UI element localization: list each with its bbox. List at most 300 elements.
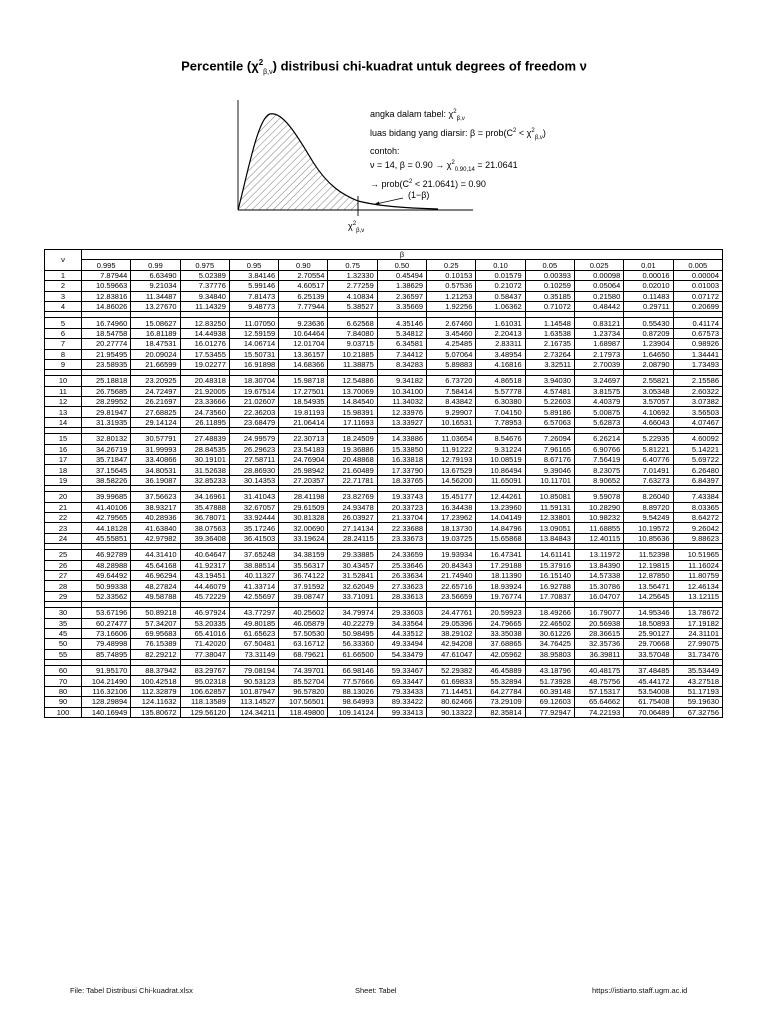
legend-line-4-sub: 0.90,14 <box>454 166 475 173</box>
value-cell: 40.11327 <box>229 570 278 580</box>
value-cell: 13.33927 <box>377 417 426 427</box>
value-cell: 39.08747 <box>279 591 328 601</box>
nu-cell: 100 <box>45 707 82 717</box>
value-cell: 21.74940 <box>427 570 476 580</box>
value-cell: 7.34412 <box>377 349 426 359</box>
value-cell: 0.87209 <box>624 328 673 338</box>
nu-cell: 29 <box>45 591 82 601</box>
value-cell: 10.16531 <box>427 417 476 427</box>
value-cell: 14.06714 <box>229 339 278 349</box>
value-cell: 6.57063 <box>525 417 574 427</box>
value-cell: 28.84535 <box>180 444 229 454</box>
value-cell: 18.11390 <box>476 570 525 580</box>
value-cell: 82.35814 <box>476 707 525 717</box>
value-cell: 21.06414 <box>279 417 328 427</box>
value-cell: 30.43457 <box>328 560 377 570</box>
legend-line-2-sup1: 2 <box>513 128 517 135</box>
value-cell: 43.18796 <box>525 666 574 676</box>
value-cell: 135.80672 <box>131 707 180 717</box>
value-cell: 91.95170 <box>82 666 131 676</box>
value-cell: 20.48868 <box>328 455 377 465</box>
value-cell: 27.99075 <box>673 639 722 649</box>
value-cell: 1.23904 <box>624 339 673 349</box>
value-cell: 118.13589 <box>180 697 229 707</box>
value-cell: 12.59159 <box>229 328 278 338</box>
value-cell: 129.56120 <box>180 707 229 717</box>
value-cell: 11.68855 <box>574 523 623 533</box>
value-cell: 30.61226 <box>525 628 574 638</box>
value-cell: 0.11483 <box>624 291 673 301</box>
value-cell: 106.62857 <box>180 686 229 696</box>
value-cell: 10.28290 <box>574 502 623 512</box>
value-cell: 30.57791 <box>131 434 180 444</box>
value-cell: 10.59663 <box>82 281 131 291</box>
value-cell: 4.10834 <box>328 291 377 301</box>
value-cell: 27.14134 <box>328 523 377 533</box>
value-cell: 26.03927 <box>328 512 377 522</box>
value-cell: 39.99685 <box>82 492 131 502</box>
value-cell: 27.48839 <box>180 434 229 444</box>
value-cell: 38.93217 <box>131 502 180 512</box>
value-cell: 4.10692 <box>624 407 673 417</box>
value-cell: 88.13026 <box>328 686 377 696</box>
nu-cell: 21 <box>45 502 82 512</box>
value-cell: 34.38159 <box>279 550 328 560</box>
value-cell: 6.26214 <box>574 434 623 444</box>
value-cell: 52.29382 <box>427 666 476 676</box>
value-cell: 48.75756 <box>574 676 623 686</box>
value-cell: 26.21697 <box>131 397 180 407</box>
nu-cell: 22 <box>45 512 82 522</box>
value-cell: 23.33673 <box>377 533 426 543</box>
value-cell: 18.54758 <box>82 328 131 338</box>
value-cell: 39.36408 <box>180 533 229 543</box>
value-cell: 9.21034 <box>131 281 180 291</box>
value-cell: 46.96294 <box>131 570 180 580</box>
value-cell: 0.98926 <box>673 339 722 349</box>
value-cell: 40.64647 <box>180 550 229 560</box>
value-cell: 23.33666 <box>180 397 229 407</box>
value-cell: 0.02010 <box>624 281 673 291</box>
value-cell: 3.45460 <box>427 328 476 338</box>
value-cell: 0.01003 <box>673 281 722 291</box>
value-cell: 55.32894 <box>476 676 525 686</box>
value-cell: 2.55821 <box>624 376 673 386</box>
value-cell: 29.05396 <box>427 618 476 628</box>
table-row <box>45 676 723 686</box>
value-cell: 118.49800 <box>279 707 328 717</box>
value-cell: 59.19630 <box>673 697 722 707</box>
nu-cell: 10 <box>45 376 82 386</box>
value-cell: 65.64662 <box>574 697 623 707</box>
value-cell: 7.58414 <box>427 386 476 396</box>
value-cell: 95.02318 <box>180 676 229 686</box>
value-cell: 14.84796 <box>476 523 525 533</box>
value-cell: 37.56623 <box>131 492 180 502</box>
value-cell: 0.00016 <box>624 270 673 280</box>
legend-line-2-sub: β,ν <box>534 135 543 142</box>
value-cell: 80.62466 <box>427 697 476 707</box>
value-cell: 15.98718 <box>279 376 328 386</box>
value-cell: 3.94030 <box>525 376 574 386</box>
nu-cell: 45 <box>45 628 82 638</box>
value-cell: 6.63490 <box>131 270 180 280</box>
value-cell: 7.26094 <box>525 434 574 444</box>
value-cell: 9.26042 <box>673 523 722 533</box>
value-cell: 28.33613 <box>377 591 426 601</box>
value-cell: 14.68366 <box>279 359 328 369</box>
title-suffix: ) distribusi chi-kuadrat untuk degrees of freedom ν <box>272 58 587 74</box>
value-cell: 40.22279 <box>328 618 377 628</box>
value-cell: 27.33623 <box>377 581 426 591</box>
value-cell: 19.33743 <box>377 492 426 502</box>
value-cell: 85.74895 <box>82 649 131 659</box>
value-cell: 5.22603 <box>525 397 574 407</box>
value-cell: 0.41174 <box>673 318 722 328</box>
value-cell: 5.99146 <box>229 281 278 291</box>
value-cell: 19.67514 <box>229 386 278 396</box>
value-cell: 7.01491 <box>624 465 673 475</box>
table-row <box>45 512 723 522</box>
table-row <box>45 291 723 301</box>
value-cell: 5.02389 <box>180 270 229 280</box>
value-cell: 28.36615 <box>574 628 623 638</box>
value-cell: 9.31224 <box>476 444 525 454</box>
value-cell: 30.81328 <box>279 512 328 522</box>
value-cell: 31.73476 <box>673 649 722 659</box>
value-cell: 53.67196 <box>82 608 131 618</box>
value-cell: 1.63538 <box>525 328 574 338</box>
value-cell: 12.79193 <box>427 455 476 465</box>
value-cell: 67.50481 <box>229 639 278 649</box>
value-cell: 42.94208 <box>427 639 476 649</box>
nu-cell: 28 <box>45 581 82 591</box>
value-cell: 20.84343 <box>427 560 476 570</box>
value-cell: 27.20357 <box>279 475 328 485</box>
table-row <box>45 533 723 543</box>
value-cell: 44.33512 <box>377 628 426 638</box>
table-row <box>45 618 723 628</box>
nu-cell: 55 <box>45 649 82 659</box>
value-cell: 28.29952 <box>82 397 131 407</box>
value-cell: 53.54008 <box>624 686 673 696</box>
value-cell: 22.46502 <box>525 618 574 628</box>
value-cell: 24.72497 <box>131 386 180 396</box>
value-cell: 4.57481 <box>525 386 574 396</box>
value-cell: 128.29894 <box>82 697 131 707</box>
value-cell: 16.34438 <box>427 502 476 512</box>
value-cell: 12.83816 <box>82 291 131 301</box>
value-cell: 32.85233 <box>180 475 229 485</box>
table-row <box>45 581 723 591</box>
value-cell: 11.34032 <box>377 397 426 407</box>
value-cell: 36.78071 <box>180 512 229 522</box>
percentile-axis-label-sup: 2 <box>352 221 357 227</box>
value-cell: 2.60322 <box>673 386 722 396</box>
value-cell: 28.86930 <box>229 465 278 475</box>
beta-header: β <box>82 250 723 260</box>
value-cell: 32.00690 <box>279 523 328 533</box>
nu-cell: 19 <box>45 475 82 485</box>
legend-line-4-suffix: = 21.0641 <box>474 160 518 171</box>
table-row <box>45 608 723 618</box>
value-cell: 5.89883 <box>427 359 476 369</box>
value-cell: 0.10259 <box>525 281 574 291</box>
value-cell: 33.92444 <box>229 512 278 522</box>
value-cell: 18.50893 <box>624 618 673 628</box>
legend-line-2-text: luas bidang yang diarsir: β = prob(C <box>370 128 514 139</box>
value-cell: 0.83121 <box>574 318 623 328</box>
value-cell: 40.48175 <box>574 666 623 676</box>
beta-column-header: 0.01 <box>624 260 673 270</box>
value-cell: 19.93934 <box>427 550 476 560</box>
value-cell: 0.00098 <box>574 270 623 280</box>
value-cell: 40.28936 <box>131 512 180 522</box>
table-row <box>45 697 723 707</box>
value-cell: 1.34441 <box>673 349 722 359</box>
value-cell: 24.93478 <box>328 502 377 512</box>
value-cell: 69.12603 <box>525 697 574 707</box>
table-row <box>45 376 723 386</box>
value-cell: 16.33818 <box>377 455 426 465</box>
value-cell: 15.37916 <box>525 560 574 570</box>
value-cell: 70.06489 <box>624 707 673 717</box>
value-cell: 45.44172 <box>624 676 673 686</box>
value-cell: 24.31101 <box>673 628 722 638</box>
legend-line-2-sup2: 2 <box>531 128 535 135</box>
value-cell: 21.60489 <box>328 465 377 475</box>
nu-cell: 16 <box>45 444 82 454</box>
value-cell: 2.17973 <box>574 349 623 359</box>
value-cell: 4.40379 <box>574 397 623 407</box>
value-cell: 46.05879 <box>279 618 328 628</box>
legend-line-5-suffix: < 21.0641) = 0.90 <box>412 179 486 190</box>
value-cell: 12.44261 <box>476 492 525 502</box>
value-cell: 0.00004 <box>673 270 722 280</box>
value-cell: 109.14124 <box>328 707 377 717</box>
value-cell: 0.58437 <box>476 291 525 301</box>
value-cell: 5.22935 <box>624 434 673 444</box>
nu-cell: 18 <box>45 465 82 475</box>
value-cell: 10.85081 <box>525 492 574 502</box>
value-cell: 0.29711 <box>624 301 673 311</box>
value-cell: 33.57048 <box>624 649 673 659</box>
beta-column-header: 0.025 <box>574 260 623 270</box>
tail-area-label: (1−β) <box>408 190 430 200</box>
value-cell: 7.43384 <box>673 492 722 502</box>
value-cell: 9.34840 <box>180 291 229 301</box>
value-cell: 9.54249 <box>624 512 673 522</box>
value-cell: 24.33659 <box>377 550 426 560</box>
page-title <box>0 58 768 76</box>
beta-column-header: 0.005 <box>673 260 722 270</box>
value-cell: 140.16949 <box>82 707 131 717</box>
value-cell: 85.52704 <box>279 676 328 686</box>
nu-cell: 24 <box>45 533 82 543</box>
value-cell: 34.26719 <box>82 444 131 454</box>
value-cell: 21.66599 <box>131 359 180 369</box>
beta-column-header: 0.75 <box>328 260 377 270</box>
value-cell: 14.95346 <box>624 608 673 618</box>
value-cell: 18.13730 <box>427 523 476 533</box>
value-cell: 13.36157 <box>279 349 328 359</box>
value-cell: 113.14527 <box>229 697 278 707</box>
value-cell: 6.25139 <box>279 291 328 301</box>
value-cell: 37.48485 <box>624 666 673 676</box>
nu-cell: 30 <box>45 608 82 618</box>
value-cell: 0.07172 <box>673 291 722 301</box>
value-cell: 1.21253 <box>427 291 476 301</box>
value-cell: 13.11972 <box>574 550 623 560</box>
nu-cell: 35 <box>45 618 82 628</box>
value-cell: 14.86026 <box>82 301 131 311</box>
value-cell: 21.33704 <box>377 512 426 522</box>
value-cell: 15.98391 <box>328 407 377 417</box>
value-cell: 73.31149 <box>229 649 278 659</box>
value-cell: 51.17193 <box>673 686 722 696</box>
value-cell: 43.27518 <box>673 676 722 686</box>
value-cell: 6.26480 <box>673 465 722 475</box>
value-cell: 7.81473 <box>229 291 278 301</box>
value-cell: 19.81193 <box>279 407 328 417</box>
nu-cell: 50 <box>45 639 82 649</box>
nu-cell: 27 <box>45 570 82 580</box>
value-cell: 5.07064 <box>427 349 476 359</box>
value-cell: 0.48442 <box>574 301 623 311</box>
table-row <box>45 591 723 601</box>
value-cell: 7.87944 <box>82 270 131 280</box>
value-cell: 89.33422 <box>377 697 426 707</box>
value-cell: 7.96165 <box>525 444 574 454</box>
value-cell: 18.24509 <box>328 434 377 444</box>
value-cell: 41.33714 <box>229 581 278 591</box>
value-cell: 77.92947 <box>525 707 574 717</box>
value-cell: 10.51965 <box>673 550 722 560</box>
value-cell: 14.44938 <box>180 328 229 338</box>
shaded-area <box>238 114 358 210</box>
nu-cell: 12 <box>45 397 82 407</box>
value-cell: 107.56501 <box>279 697 328 707</box>
value-cell: 69.33447 <box>377 676 426 686</box>
legend-line-1-text: angka dalam tabel: χ <box>370 109 454 119</box>
value-cell: 7.63273 <box>624 475 673 485</box>
nu-cell: 11 <box>45 386 82 396</box>
value-cell: 33.35038 <box>476 628 525 638</box>
value-cell: 6.73720 <box>427 376 476 386</box>
nu-cell: 9 <box>45 359 82 369</box>
value-cell: 11.03654 <box>427 434 476 444</box>
value-cell: 46.45889 <box>476 666 525 676</box>
table-row <box>45 465 723 475</box>
nu-cell: 3 <box>45 291 82 301</box>
value-cell: 12.33801 <box>525 512 574 522</box>
value-cell: 14.56200 <box>427 475 476 485</box>
value-cell: 15.65868 <box>476 533 525 543</box>
value-cell: 1.68987 <box>574 339 623 349</box>
value-cell: 14.61141 <box>525 550 574 560</box>
value-cell: 3.56503 <box>673 407 722 417</box>
value-cell: 12.40115 <box>574 533 623 543</box>
value-cell: 69.95683 <box>131 628 180 638</box>
value-cell: 20.09024 <box>131 349 180 359</box>
value-cell: 71.14451 <box>427 686 476 696</box>
value-cell: 12.46134 <box>673 581 722 591</box>
value-cell: 24.79665 <box>476 618 525 628</box>
legend-line-1-sub: β,ν <box>456 115 465 122</box>
value-cell: 20.56938 <box>574 618 623 628</box>
value-cell: 2.08790 <box>624 359 673 369</box>
value-cell: 76.15389 <box>131 639 180 649</box>
legend-line-5 <box>370 176 546 191</box>
value-cell: 2.70039 <box>574 359 623 369</box>
value-cell: 43.19451 <box>180 570 229 580</box>
legend-line-2 <box>370 125 546 144</box>
value-cell: 23.20925 <box>131 376 180 386</box>
value-cell: 13.27670 <box>131 301 180 311</box>
value-cell: 13.78672 <box>673 608 722 618</box>
nu-cell: 15 <box>45 434 82 444</box>
value-cell: 71.42020 <box>180 639 229 649</box>
value-cell: 5.00875 <box>574 407 623 417</box>
value-cell: 50.89218 <box>131 608 180 618</box>
value-cell: 17.70837 <box>525 591 574 601</box>
table-row <box>45 666 723 676</box>
nu-cell: 2 <box>45 281 82 291</box>
value-cell: 30.14353 <box>229 475 278 485</box>
value-cell: 32.35736 <box>574 639 623 649</box>
header-row-beta-values <box>45 260 723 270</box>
value-cell: 22.30713 <box>279 434 328 444</box>
table-row <box>45 434 723 444</box>
beta-column-header: 0.05 <box>525 260 574 270</box>
nu-cell: 17 <box>45 455 82 465</box>
value-cell: 48.27824 <box>131 581 180 591</box>
value-cell: 11.59131 <box>525 502 574 512</box>
value-cell: 10.86494 <box>476 465 525 475</box>
value-cell: 21.92005 <box>180 386 229 396</box>
value-cell: 50.98495 <box>328 628 377 638</box>
value-cell: 3.48954 <box>476 349 525 359</box>
value-cell: 17.11693 <box>328 417 377 427</box>
value-cell: 7.37776 <box>180 281 229 291</box>
value-cell: 0.00393 <box>525 270 574 280</box>
value-cell: 34.80531 <box>131 465 180 475</box>
value-cell: 44.46079 <box>180 581 229 591</box>
value-cell: 11.16024 <box>673 560 722 570</box>
value-cell: 13.09051 <box>525 523 574 533</box>
value-cell: 19.76774 <box>476 591 525 601</box>
nu-cell: 8 <box>45 349 82 359</box>
value-cell: 20.33723 <box>377 502 426 512</box>
legend-line-1-sup: 2 <box>453 109 457 115</box>
value-cell: 44.31410 <box>131 550 180 560</box>
table-row <box>45 407 723 417</box>
tail-arrow-head <box>374 202 380 206</box>
value-cell: 34.79974 <box>328 608 377 618</box>
percentile-axis-label <box>348 221 364 234</box>
value-cell: 12.83250 <box>180 318 229 328</box>
value-cell: 3.35669 <box>377 301 426 311</box>
value-cell: 49.33494 <box>377 639 426 649</box>
table-row <box>45 301 723 311</box>
value-cell: 26.33634 <box>377 570 426 580</box>
value-cell: 12.19815 <box>624 560 673 570</box>
value-cell: 47.61047 <box>427 649 476 659</box>
value-cell: 61.65623 <box>229 628 278 638</box>
value-cell: 61.66500 <box>328 649 377 659</box>
value-cell: 3.24697 <box>574 376 623 386</box>
nu-cell: 6 <box>45 328 82 338</box>
